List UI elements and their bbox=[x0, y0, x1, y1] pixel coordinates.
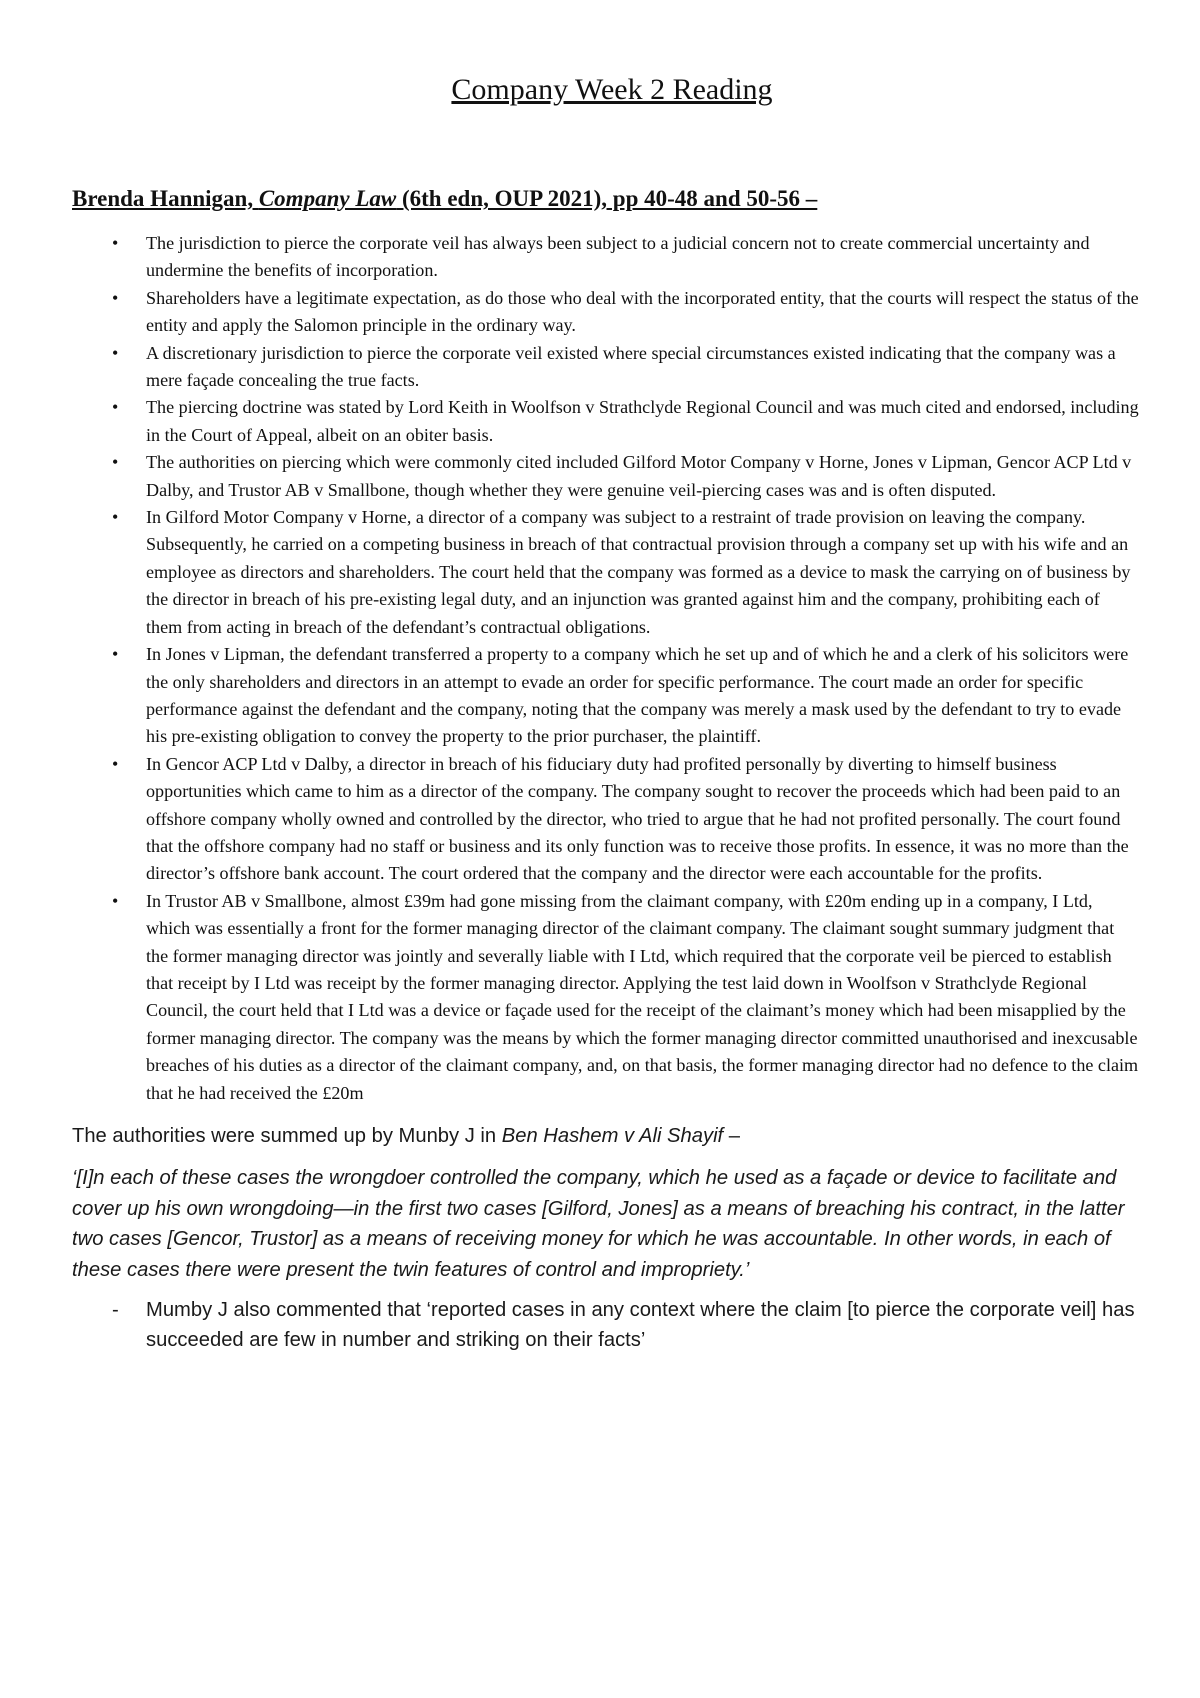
list-item bbox=[72, 641, 1140, 751]
list-item bbox=[72, 1295, 1140, 1355]
list-item-text: In Jones v Lipman, the defendant transferred a property to a company which he set up and of which he and a clerk of his solicitors were the only shareholders and directors in an attempt to evade an order for specific performance. The court made an order for specific performance against the defendant and the company, noting that the company was merely a mask used by the defendant to try to evade his pre-existing obligation to convey the property to the prior purchaser, the plaintiff. bbox=[146, 644, 1129, 747]
list-item-text: A discretionary jurisdiction to pierce the corporate veil existed where special circumstances existed indicating that the company was a mere façade concealing the true facts. bbox=[146, 342, 1116, 391]
dash-icon: - bbox=[112, 1299, 119, 1321]
bullet-icon: • bbox=[112, 890, 119, 911]
list-item bbox=[72, 230, 1140, 285]
source-author: Brenda Hannigan, bbox=[72, 186, 259, 211]
bullet-icon: • bbox=[112, 342, 119, 363]
list-item-text: In Gencor ACP Ltd v Dalby, a director in breach of his fiduciary duty had profited personally by diverting to himself business opportunities which came to him as a director of the company. The company sought to recover the proceeds which had been paid to an offshore company wholly owned and controlled by the director, who tried to argue that he had not profited personally. The court found that the offshore company had no staff or business and its only function was to receive those profits. In essence, it was no more than the director’s offshore bank account. The court ordered that the company and the director were each accountable for the profits. bbox=[146, 753, 1129, 884]
summary-lead: The authorities were summed up by Munby J in bbox=[72, 1125, 502, 1147]
bullet-icon: • bbox=[112, 233, 119, 253]
list-item bbox=[72, 888, 1140, 1107]
bullet-icon: • bbox=[112, 452, 119, 473]
list-item-text: The jurisdiction to pierce the corporate veil has always been subject to a judicial concern not to create commercial uncertainty and undermine the benefits of incorporation. bbox=[146, 233, 1090, 281]
list-item-text: The authorities on piercing which were commonly cited included Gilford Motor Company v Horne, Jones v Lipman, Gencor ACP Ltd v Dalby, and Trustor AB v Smallbone, though whether they were genuine veil-piercing cases was and is often disputed. bbox=[146, 452, 1132, 500]
quote-block: ‘[I]n each of these cases the wrongdoer controlled the company, which he used as a façade or device to facilitate and cover up his own wrongdoing—in the first two cases [Gilford, Jones] as a means of breaching his contract, in the latter two cases [Gencor, Trustor] as a means of receiving money for which he was accountable. In other words, in each of these cases there were present the twin features of control and impropriety.’ bbox=[72, 1167, 1125, 1281]
list-item-text: The piercing doctrine was stated by Lord Keith in Woolfson v Strathclyde Regional Council and was much cited and endorsed, including in the Court of Appeal, albeit on an obiter basis. bbox=[146, 397, 1139, 445]
list-item-text: Mumby J also commented that ‘reported cases in any context where the claim [to pierce the corporate veil] has succeeded are few in number and striking on their facts’ bbox=[146, 1299, 1135, 1351]
list-item-text: In Trustor AB v Smallbone, almost £39m had gone missing from the claimant company, with £20m ending up in a company, I Ltd, which was essentially a front for the former managing director of the claimant company. The claimant sought summary judgment that the former managing director was jointly and severally liable with I Ltd, which required that the corporate veil be pierced to establish that receipt by I Ltd was receipt by the former managing director. Applying the test laid down in Woolfson v Strathclyde Regional Council, the court held that I Ltd was a device or façade used for the receipt of the claimant’s money which had been misapplied by the former managing director. The company was the means by which the former managing director committed unauthorised and inexcusable breaches of his duties as a director of the claimant company, and, on that basis, the former managing director had no defence to the claim that he had received the £20m bbox=[146, 890, 1139, 1103]
source-book-title: Company Law bbox=[258, 186, 397, 211]
list-item-text: In Gilford Motor Company v Horne, a director of a company was subject to a restraint of trade provision on leaving the company. Subsequently, he carried on a competing business in breach of that contractual provision through a company set up with his wife and an employee as directors and shareholders. The court held that the company was formed as a device to mask the carrying on of business by the director in breach of his pre-existing legal duty, and an injunction was granted against him and the company, prohibiting each of them from acting in breach of the defendant’s contractual obligations. bbox=[146, 507, 1131, 637]
list-item bbox=[72, 340, 1140, 395]
summary-paragraph bbox=[72, 1121, 1140, 1151]
source-details: (6th edn, OUP 2021), pp 40-48 and 50-56 – bbox=[396, 186, 818, 211]
list-item bbox=[72, 504, 1140, 641]
list-item bbox=[72, 394, 1140, 449]
list-item bbox=[72, 285, 1140, 340]
dash-list bbox=[72, 1295, 1140, 1355]
list-item bbox=[72, 751, 1140, 888]
bullet-icon: • bbox=[112, 753, 119, 774]
list-item bbox=[72, 449, 1140, 504]
source-heading bbox=[72, 184, 1140, 214]
bullet-icon: • bbox=[112, 507, 119, 528]
summary-trail: – bbox=[723, 1125, 741, 1147]
summary-case-name: Ben Hashem v Ali Shayif bbox=[501, 1125, 724, 1147]
document-title: Company Week 2 Reading bbox=[451, 73, 773, 106]
reading-notes-list bbox=[72, 230, 1140, 1107]
list-item-text: Shareholders have a legitimate expectation, as do those who deal with the incorporated entity, that the courts will respect the status of the entity and apply the Salomon principle in the ordinary way. bbox=[146, 287, 1139, 336]
bullet-icon: • bbox=[112, 644, 119, 665]
bullet-icon: • bbox=[112, 287, 119, 308]
bullet-icon: • bbox=[112, 397, 119, 418]
